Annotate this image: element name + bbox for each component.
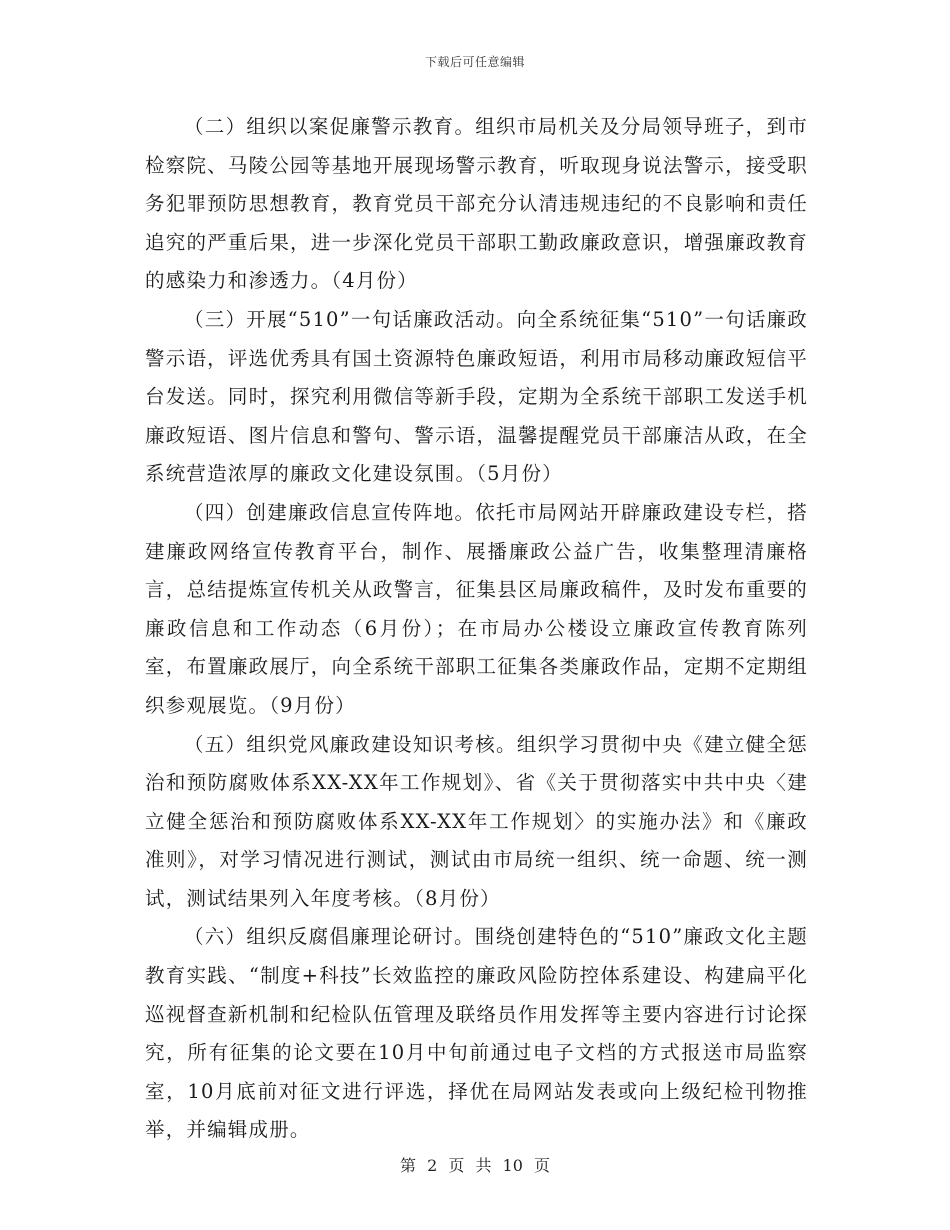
- paragraph-3: （三）开展“510”一句话廉政活动。向全系统征集“510”一句话廉政警示语，评选优秀具有国土资源特色廉政短语，利用市局移动廉政短信平台发送。同时，探究利用微信等新手段，定期为全系统干部职工发送手机廉政短语、图片信息和警句、警示语，温馨提醒党员干部廉洁从政，在全系统营造浓厚的廉政文化建设氛围。（5月份）: [145, 307, 808, 486]
- page-number-footer: 第 2 页 共 10 页: [400, 1156, 550, 1175]
- paragraph-2: （二）组织以案促廉警示教育。组织市局机关及分局领导班子，到市检察院、马陵公园等基地开展现场警示教育，听取现身说法警示，接受职务犯罪预防思想教育，教育党员干部充分认清违规违纪的不良影响和责任追究的严重后果，进一步深化党员干部职工勤政廉政意识，增强廉政教育的感染力和渗透力。（4月份）: [145, 115, 808, 293]
- paragraph-4: （四）创建廉政信息宣传阵地。依托市局网站开辟廉政建设专栏，搭建廉政网络宣传教育平台，制作、展播廉政公益广告，收集整理清廉格言，总结提炼宣传机关从政警言，征集县区局廉政稿件，及时发布重要的廉政信息和工作动态（6月份）；在市局办公楼设立廉政宣传教育陈列室，布置廉政展厅，向全系统干部职工征集各类廉政作品，定期不定期组织参观展览。（9月份）: [145, 500, 808, 717]
- page-header-note: 下载后可任意编辑: [424, 55, 525, 69]
- document-body: [145, 108, 808, 1150]
- paragraph-5: （五）组织党风廉政建设知识考核。组织学习贯彻中央《建立健全惩治和预防腐败体系XX-XX年工作规划》、省《关于贯彻落实中共中央〈建立健全惩治和预防腐败体系XX-XX年工作规划〉的实施办法》和《廉政准则》，对学习情况进行测试，测试由市局统一组织、统一命题、统一测试，测试结果列入年度考核。（8月份）: [145, 732, 808, 910]
- paragraph-6: （六）组织反腐倡廉理论研讨。围绕创建特色的“510”廉政文化主题教育实践、“制度+科技”长效监控的廉政风险防控体系建设、构建扁平化巡视督查新机制和纪检队伍管理及联络员作用发挥等主要内容进行讨论探究，所有征集的论文要在10月中旬前通过电子文档的方式报送市局监察室，10月底前对征文进行评选，择优在局网站发表或向上级纪检刊物推举，并编辑成册。: [145, 925, 808, 1142]
